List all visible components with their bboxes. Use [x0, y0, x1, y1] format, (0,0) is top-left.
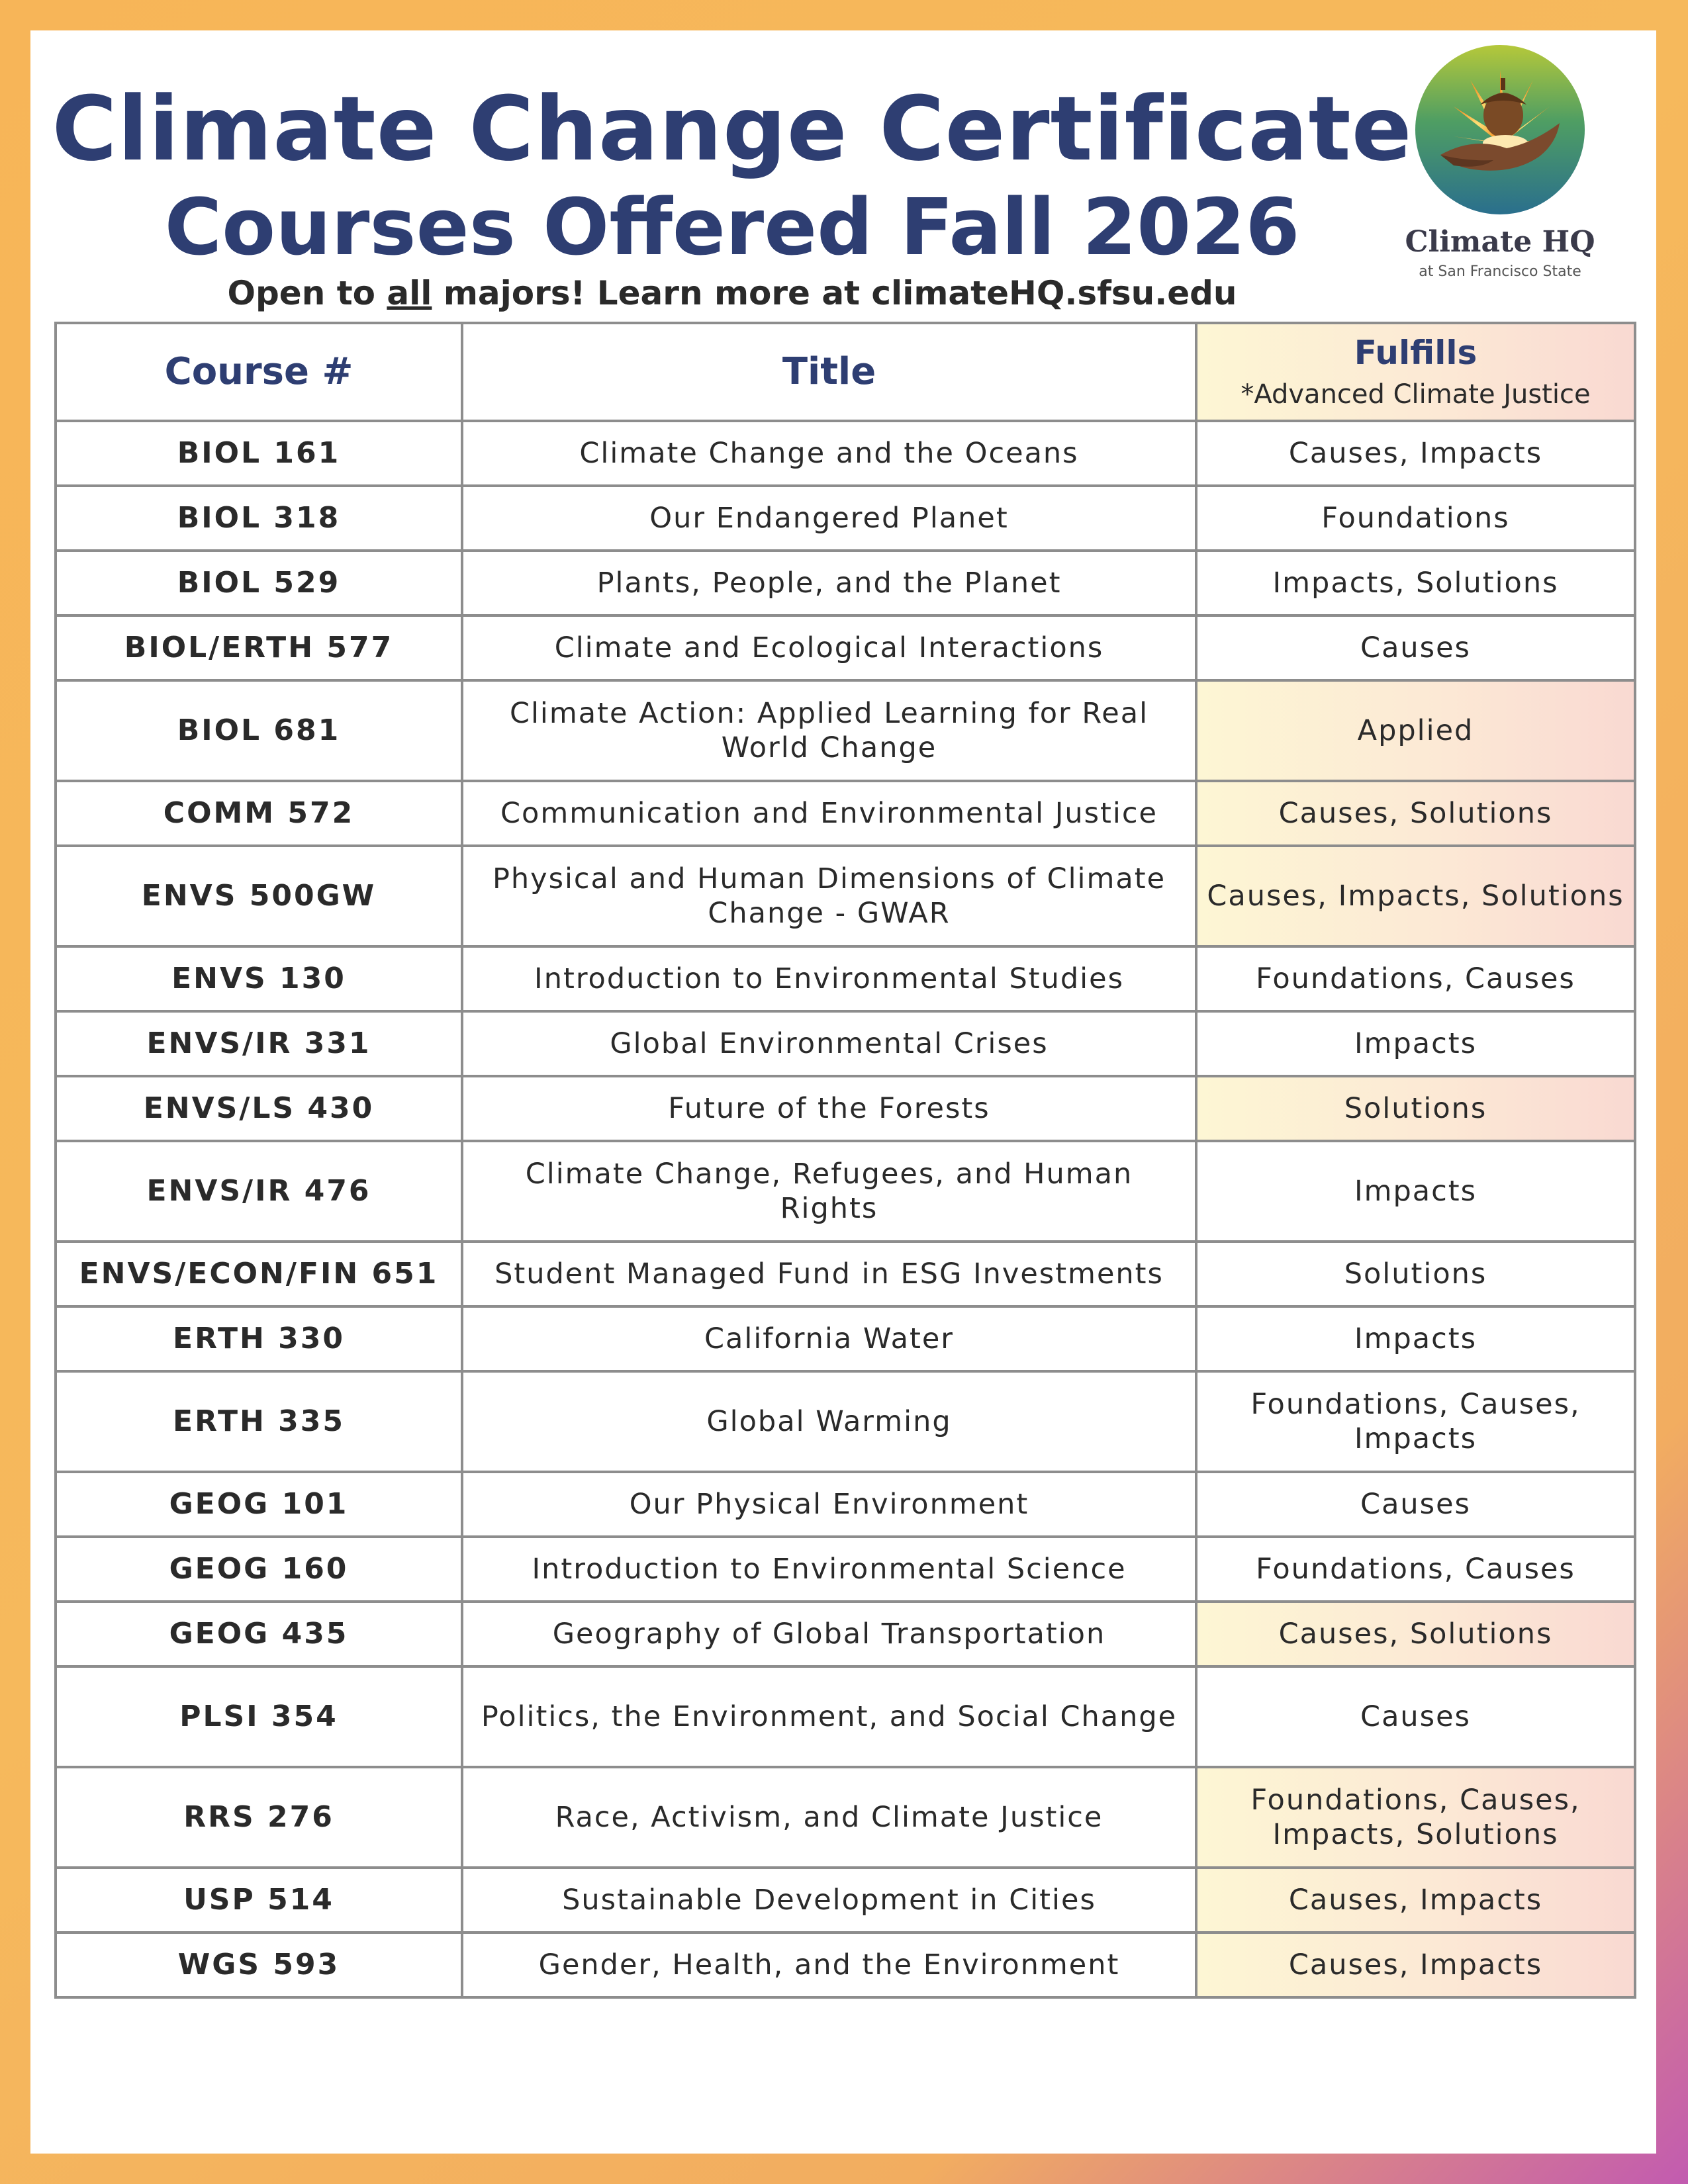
fulfills-cell: Causes	[1196, 1666, 1635, 1767]
table-row	[56, 680, 1635, 781]
table-row	[56, 1933, 1635, 1997]
table-row	[56, 551, 1635, 615]
table-row	[56, 1306, 1635, 1371]
course-number-cell: ENVS/LS 430	[56, 1076, 462, 1141]
table-row	[56, 1472, 1635, 1537]
fulfills-cell: Impacts	[1196, 1306, 1635, 1371]
fulfills-cell: Foundations, Causes, Impacts	[1196, 1371, 1635, 1472]
courses-table	[54, 322, 1636, 1999]
fulfills-cell: Causes, Impacts	[1196, 1868, 1635, 1933]
fulfills-cell: Causes, Solutions	[1196, 1602, 1635, 1666]
climate-hq-logo	[1391, 44, 1609, 322]
course-number-cell: RRS 276	[56, 1767, 462, 1868]
course-number-cell: PLSI 354	[56, 1666, 462, 1767]
fulfills-cell: Solutions	[1196, 1242, 1635, 1306]
course-number-cell: ENVS/ECON/FIN 651	[56, 1242, 462, 1306]
tagline-suffix: majors! Learn more at climateHQ.sfsu.edu	[432, 274, 1237, 312]
course-title-cell: Climate Change, Refugees, and Human Rights	[462, 1141, 1196, 1242]
table-row	[56, 1011, 1635, 1076]
column-header-title: Title	[462, 323, 1196, 421]
table-row	[56, 1371, 1635, 1472]
table-row	[56, 486, 1635, 551]
course-title-cell: Our Physical Environment	[462, 1472, 1196, 1537]
table-row	[56, 1537, 1635, 1602]
fulfills-cell: Foundations, Causes	[1196, 946, 1635, 1011]
column-header-fulfills	[1196, 323, 1635, 421]
course-title-cell: Sustainable Development in Cities	[462, 1868, 1196, 1933]
fulfills-cell: Causes, Solutions	[1196, 781, 1635, 846]
logo-subtitle: at San Francisco State	[1419, 263, 1581, 280]
course-number-cell: ERTH 330	[56, 1306, 462, 1371]
course-number-cell: COMM 572	[56, 781, 462, 846]
fulfills-label: Fulfills	[1354, 334, 1477, 373]
fulfills-cell: Causes	[1196, 1472, 1635, 1537]
table-row	[56, 421, 1635, 486]
fulfills-cell: Causes, Impacts	[1196, 421, 1635, 486]
table-row	[56, 1602, 1635, 1666]
course-title-cell: Climate and Ecological Interactions	[462, 615, 1196, 680]
logo-name: Climate HQ	[1405, 225, 1595, 259]
fulfills-cell: Solutions	[1196, 1076, 1635, 1141]
flyer-sheet	[30, 30, 1656, 2154]
fulfills-note: *Advanced Climate Justice	[1241, 379, 1591, 410]
tagline-prefix: Open to	[227, 274, 387, 312]
course-title-cell: Plants, People, and the Planet	[462, 551, 1196, 615]
fulfills-cell: Impacts, Solutions	[1196, 551, 1635, 615]
course-number-cell: BIOL/ERTH 577	[56, 615, 462, 680]
course-title-cell: Physical and Human Dimensions of Climate Change - GWAR	[462, 846, 1196, 946]
course-title-cell: Politics, the Environment, and Social Change	[462, 1666, 1196, 1767]
table-row	[56, 1242, 1635, 1306]
course-title-cell: Communication and Environmental Justice	[462, 781, 1196, 846]
course-number-cell: ENVS/IR 331	[56, 1011, 462, 1076]
acorn-in-hand-icon	[1414, 44, 1586, 216]
tagline	[30, 274, 1434, 312]
course-title-cell: Climate Change and the Oceans	[462, 421, 1196, 486]
fulfills-cell: Foundations	[1196, 486, 1635, 551]
table-row	[56, 1868, 1635, 1933]
course-title-cell: Global Environmental Crises	[462, 1011, 1196, 1076]
tagline-emphasis: all	[387, 274, 432, 312]
course-number-cell: ENVS 500GW	[56, 846, 462, 946]
fulfills-cell: Causes, Impacts	[1196, 1933, 1635, 1997]
course-number-cell: USP 514	[56, 1868, 462, 1933]
course-number-cell: BIOL 681	[56, 680, 462, 781]
fulfills-cell: Impacts	[1196, 1011, 1635, 1076]
course-number-cell: GEOG 160	[56, 1537, 462, 1602]
course-number-cell: ENVS/IR 476	[56, 1141, 462, 1242]
fulfills-cell: Foundations, Causes	[1196, 1537, 1635, 1602]
table-row	[56, 1666, 1635, 1767]
page-subtitle: Courses Offered Fall 2026	[164, 181, 1300, 273]
fulfills-cell: Causes	[1196, 615, 1635, 680]
course-title-cell: Race, Activism, and Climate Justice	[462, 1767, 1196, 1868]
fulfills-cell: Causes, Impacts, Solutions	[1196, 846, 1635, 946]
column-header-course: Course #	[56, 323, 462, 421]
course-number-cell: BIOL 318	[56, 486, 462, 551]
course-title-cell: Future of the Forests	[462, 1076, 1196, 1141]
course-title-cell: Introduction to Environmental Science	[462, 1537, 1196, 1602]
fulfills-cell: Applied	[1196, 680, 1635, 781]
courses-table-body	[56, 421, 1635, 1997]
course-number-cell: WGS 593	[56, 1933, 462, 1997]
course-title-cell: Student Managed Fund in ESG Investments	[462, 1242, 1196, 1306]
table-row	[56, 846, 1635, 946]
course-title-cell: Introduction to Environmental Studies	[462, 946, 1196, 1011]
page-title: Climate Change Certificate	[52, 77, 1413, 181]
course-number-cell: BIOL 529	[56, 551, 462, 615]
course-title-cell: Gender, Health, and the Environment	[462, 1933, 1196, 1997]
course-number-cell: ENVS 130	[56, 946, 462, 1011]
fulfills-cell: Impacts	[1196, 1141, 1635, 1242]
table-header-row	[56, 323, 1635, 421]
course-number-cell: ERTH 335	[56, 1371, 462, 1472]
course-title-cell: Global Warming	[462, 1371, 1196, 1472]
table-row	[56, 1076, 1635, 1141]
fulfills-cell: Foundations, Causes, Impacts, Solutions	[1196, 1767, 1635, 1868]
table-row	[56, 615, 1635, 680]
course-title-cell: Climate Action: Applied Learning for Real World Change	[462, 680, 1196, 781]
course-number-cell: BIOL 161	[56, 421, 462, 486]
course-number-cell: GEOG 101	[56, 1472, 462, 1537]
table-row	[56, 781, 1635, 846]
course-title-cell: Our Endangered Planet	[462, 486, 1196, 551]
table-row	[56, 1767, 1635, 1868]
table-row	[56, 1141, 1635, 1242]
course-title-cell: California Water	[462, 1306, 1196, 1371]
table-row	[56, 946, 1635, 1011]
course-title-cell: Geography of Global Transportation	[462, 1602, 1196, 1666]
course-number-cell: GEOG 435	[56, 1602, 462, 1666]
